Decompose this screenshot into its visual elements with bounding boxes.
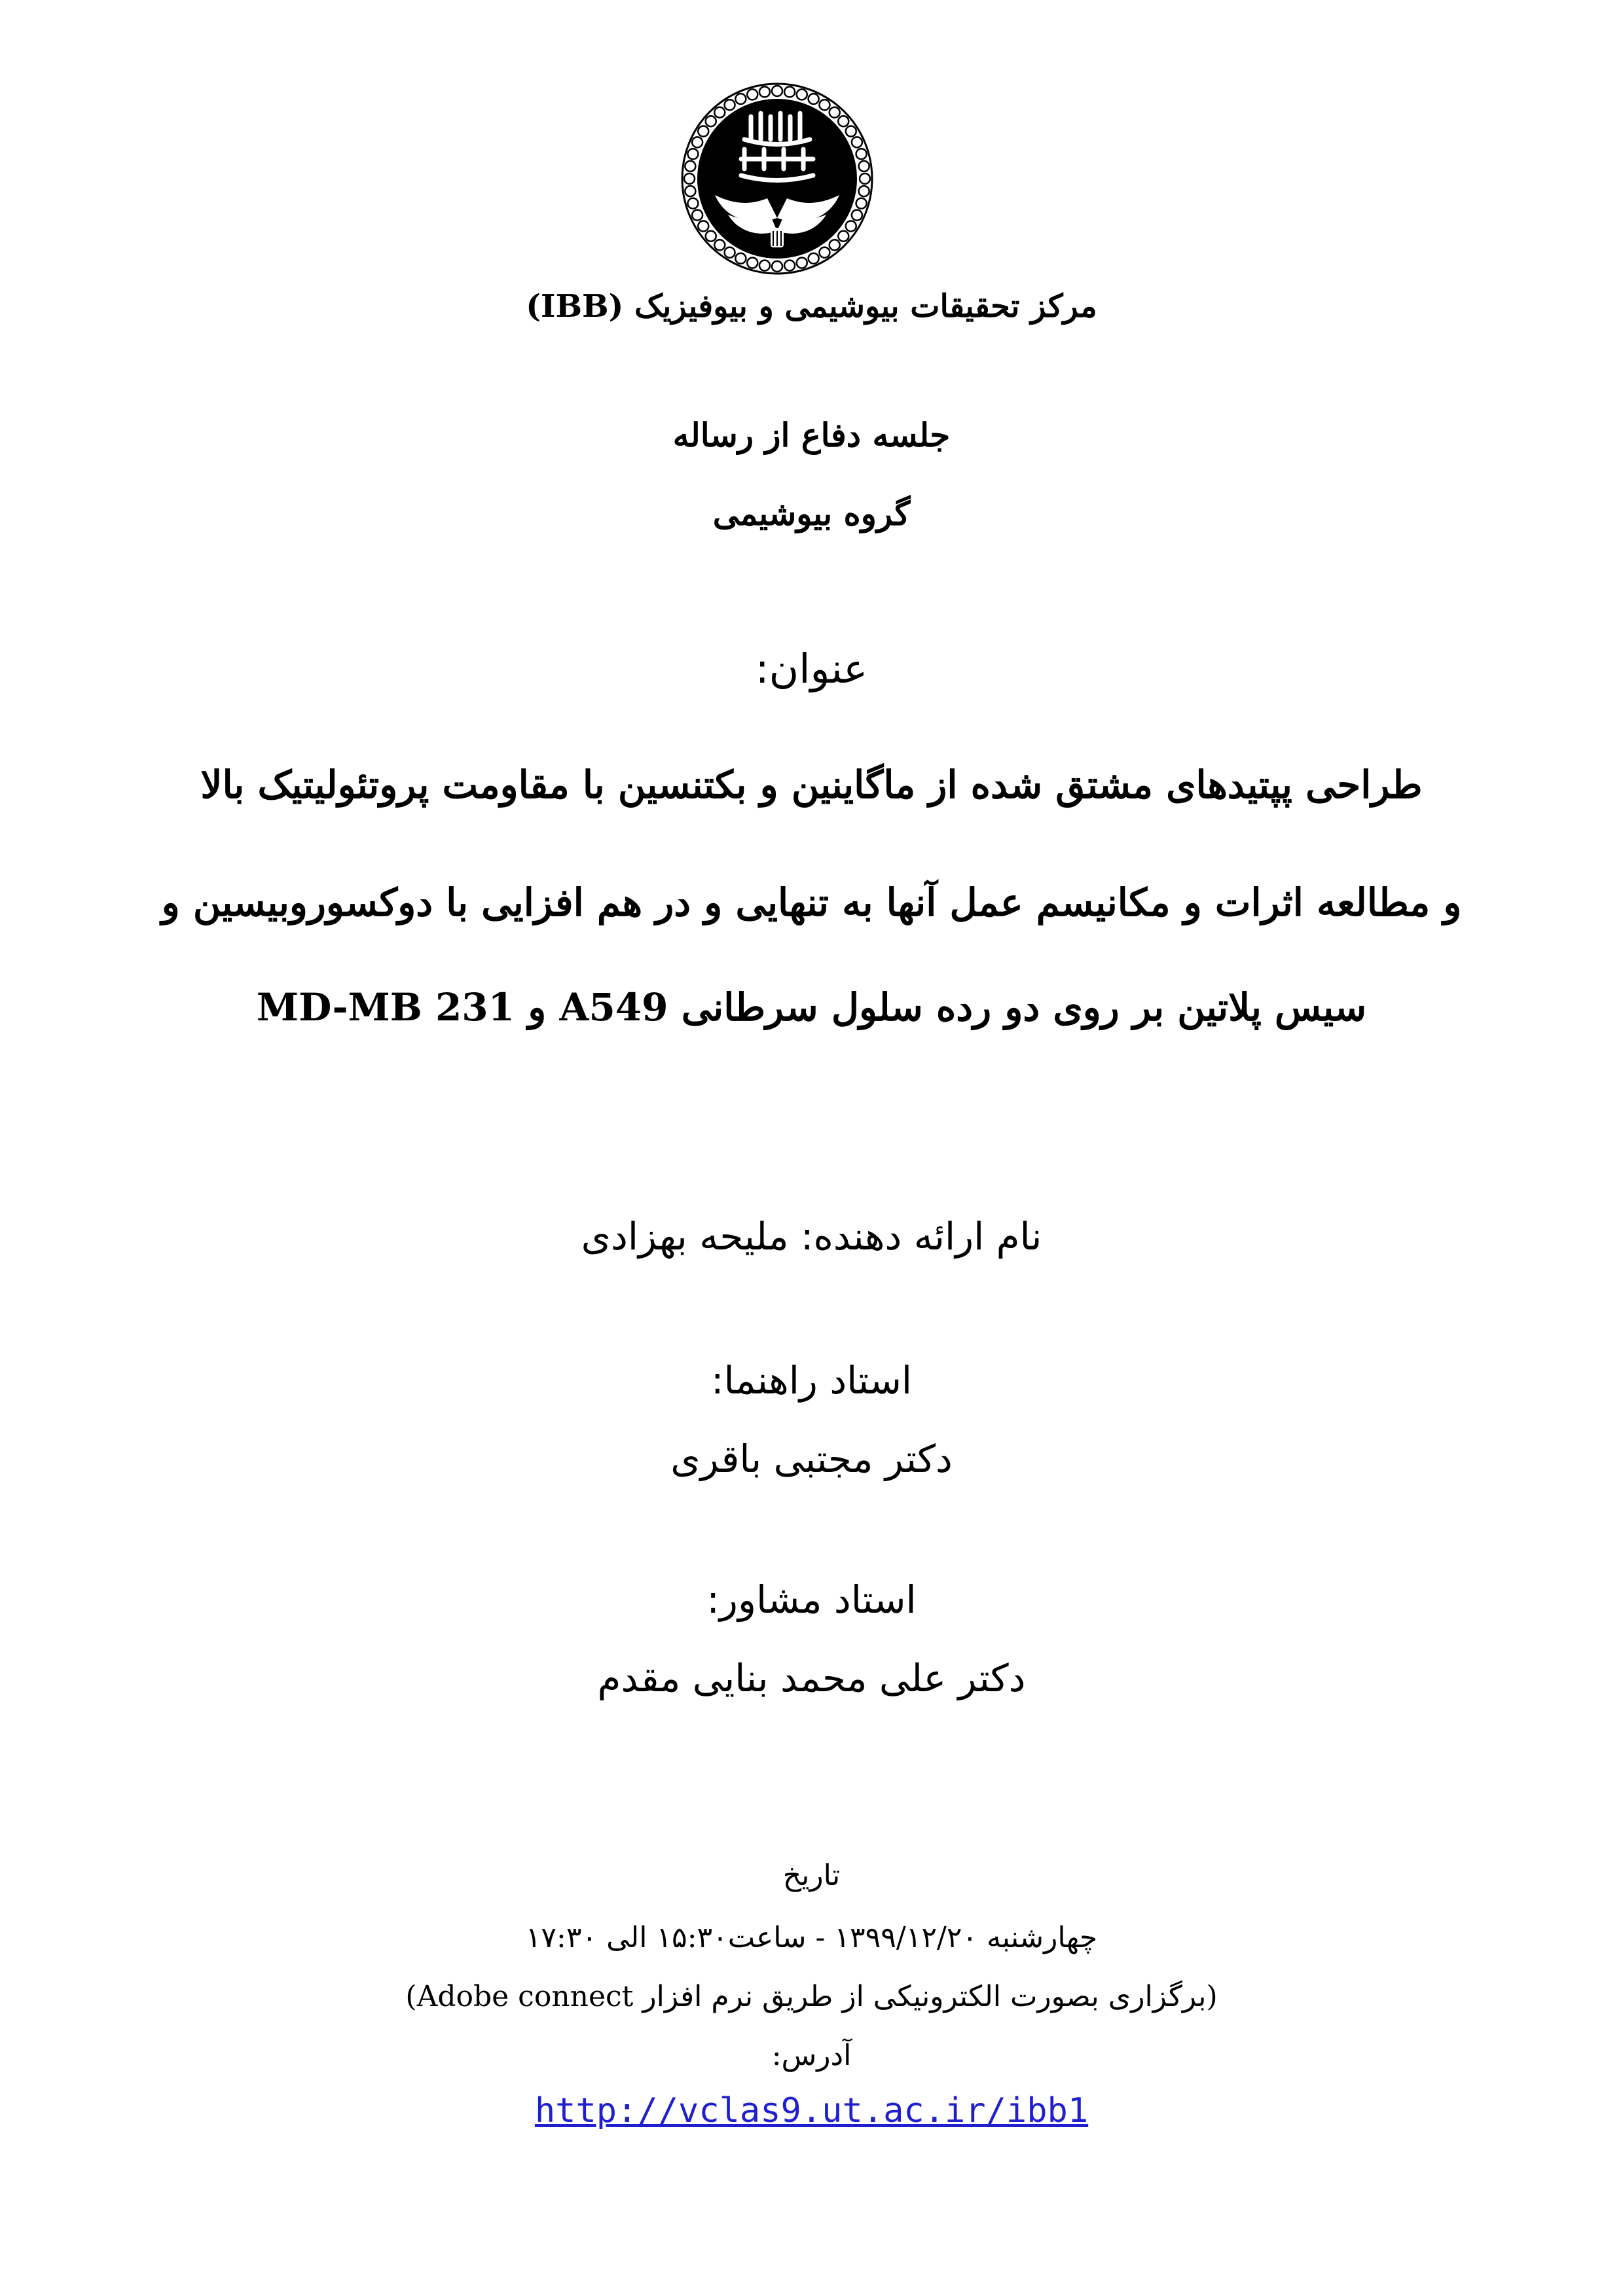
seal-bead [797, 89, 807, 99]
seal-bead [735, 94, 746, 104]
seal-bead [784, 260, 795, 271]
seal-bead [784, 86, 795, 97]
seal-bead [809, 253, 819, 264]
seal-bead [860, 173, 870, 184]
thesis-title-line-3: سیس پلاتین بر روی دو رده سلول سرطانی A549 و MD-MB 231 [256, 985, 1367, 1030]
session-title: جلسه دفاع از رساله [672, 416, 951, 454]
seal-bead [838, 231, 848, 242]
seal-bead [819, 247, 830, 258]
thesis-title-line-2: و مطالعه اثرات و مکانیسم عمل آنها به تنهایی و در هم افزایی با دوکسوروبیسین و [161, 880, 1462, 925]
seal-bead [747, 258, 757, 268]
seal-bead [692, 137, 702, 147]
seal-bead [759, 86, 770, 97]
seal-bead [725, 99, 735, 110]
seal-bead [685, 161, 695, 171]
advisor-label: استاد راهنما: [710, 1358, 913, 1403]
seal-bead [856, 149, 867, 159]
seal-bead [706, 231, 716, 242]
platform-note: (برگزاری بصورت الکترونیکی از طریق نرم افزار Adobe connect) [405, 1980, 1218, 2013]
seal-bead [772, 86, 782, 96]
seal-bead [859, 186, 869, 196]
seal-bead [685, 186, 695, 196]
seal-bead [809, 94, 819, 104]
seal-bead [830, 240, 840, 250]
seal-bead [684, 173, 695, 184]
address-label: آدرس: [771, 2039, 852, 2072]
seal-bead [698, 126, 708, 137]
group-name: گروه بیوشیمی [712, 494, 911, 533]
seal-bead [747, 89, 757, 99]
address-link-row [0, 2091, 1623, 2130]
seal-bead [846, 221, 856, 231]
seal-bead [846, 126, 856, 137]
address-link[interactable]: http://vclas9.ut.ac.ir/ibb1 [534, 2091, 1089, 2130]
date-label: تاریخ [782, 1859, 841, 1892]
advisor-name: دکتر مجتبی باقری [670, 1437, 953, 1481]
presenter-name: نام ارائه دهنده: ملیحه بهزادی [581, 1214, 1042, 1259]
seal-bead [687, 198, 698, 209]
seal-bead [797, 258, 807, 268]
seal-bead [859, 161, 869, 171]
date-value: چهارشنبه ۱۳۹۹/۱۲/۲۰ - ساعت۱۵:۳۰ الی ۱۷:۳۰ [525, 1921, 1098, 1954]
seal-bead [819, 99, 830, 110]
seal-bead [852, 137, 862, 147]
seal-bead [698, 221, 708, 231]
seal-bead [856, 198, 867, 209]
institution-name: مرکز تحقیقات بیوشیمی و بیوفیزیک (IBB) [526, 288, 1097, 325]
university-seal-icon [679, 77, 875, 287]
seal-bead [714, 107, 725, 118]
seal-bead [759, 260, 770, 271]
seal-bead [706, 116, 716, 126]
seal-bead [735, 253, 746, 264]
seal-bead [830, 107, 840, 118]
thesis-title-label: عنوان: [755, 645, 868, 692]
seal-bead [687, 149, 698, 159]
seal-bead [692, 210, 702, 221]
thesis-title-line-1: طراحی پپتیدهای مشتق شده از ماگاینین و بکتنسین با مقاومت پروتئولیتیک بالا [200, 762, 1423, 807]
seal-bead [772, 261, 782, 272]
seal-bead [852, 210, 862, 221]
seal-bead [838, 116, 848, 126]
consultant-label: استاد مشاور: [706, 1577, 917, 1622]
seal-bead [725, 247, 735, 258]
seal-bead [714, 240, 725, 250]
consultant-name: دکتر علی محمد بنایی مقدم [597, 1656, 1026, 1700]
